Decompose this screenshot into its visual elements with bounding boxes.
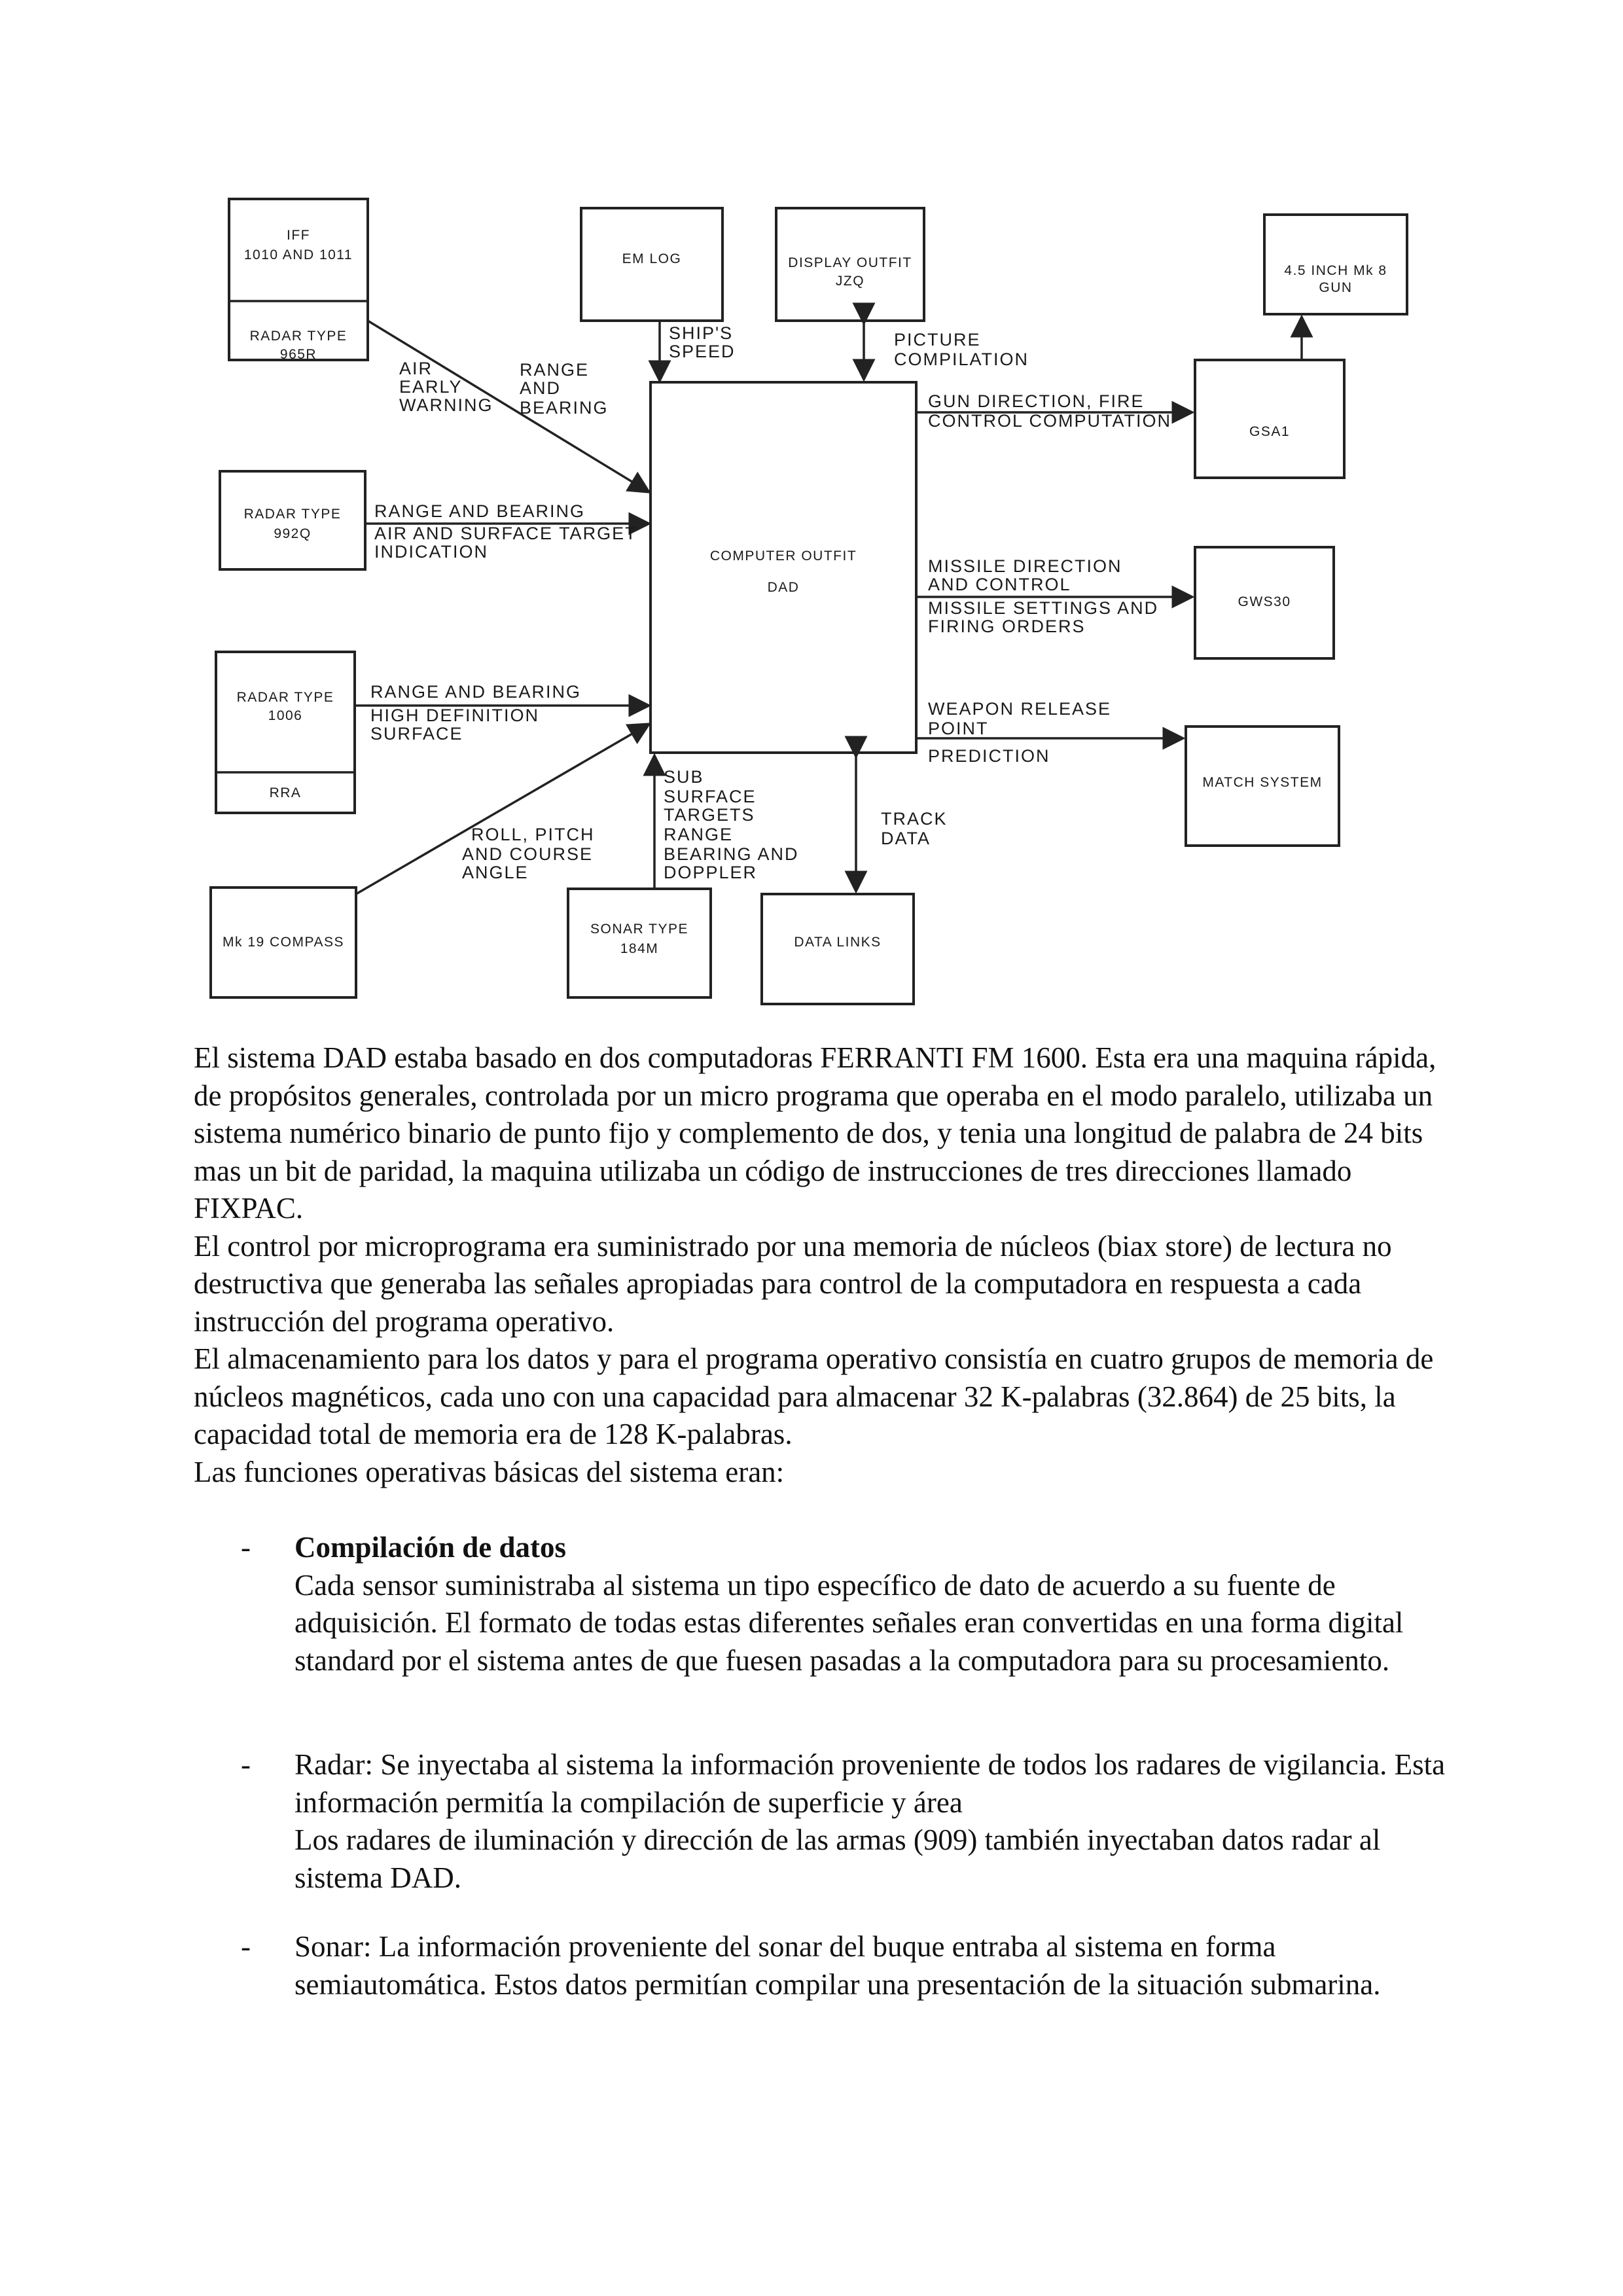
svg-text:WARNING: WARNING — [399, 395, 493, 415]
radar965-label-2: 965R — [279, 347, 317, 362]
paragraph-dad-system: El sistema DAD estaba basado en dos computadoras FERRANTI FM 1600. Esta era una maquina rápida, de propósitos generales, controlada por un micro programa que operaba en el modo paralelo, utilizaba un sistema numérico binario de punto fijo y complemento de dos, y tenia una longitud de palabra de 24 bits mas un bit de paridad, la maquina utilizaba un código de instrucciones de tres direcciones llamado FIXPAC. — [194, 1041, 1436, 1225]
radar992-label-2: 992Q — [274, 526, 312, 541]
svg-text:CONTROL COMPUTATION: CONTROL COMPUTATION — [928, 411, 1171, 431]
svg-text:SURFACE: SURFACE — [370, 724, 463, 744]
svg-text:RANGE AND BEARING: RANGE AND BEARING — [370, 682, 582, 702]
svg-text:POINT: POINT — [928, 719, 989, 738]
paragraph-storage: El almacenamiento para los datos y para el programa operativo consistía en cuatro grupos de memoria de núcleos magnéticos, cada uno con una capacidad para almacenar 32 K-palabras (32.864) de 25 bits, la capacidad total de memoria era de 128 K-palabras. — [194, 1342, 1434, 1450]
radar1006-label-1: RADAR TYPE — [236, 690, 334, 705]
gsa1-label: GSA1 — [1249, 424, 1291, 439]
label-gun-direction — [928, 391, 1171, 431]
computer-outfit-box — [651, 382, 916, 753]
svg-text:COMPILATION: COMPILATION — [894, 350, 1029, 369]
svg-text:RANGE: RANGE — [664, 825, 734, 844]
display-outfit-label-1: DISPLAY OUTFIT — [788, 255, 912, 270]
label-sub-surface — [664, 767, 799, 882]
sonar-label-1: SONAR TYPE — [590, 922, 688, 937]
gws30-label: GWS30 — [1238, 594, 1291, 609]
radar1006-rra-box — [216, 652, 355, 813]
radar992-label-1: RADAR TYPE — [243, 507, 342, 522]
list-dash: - — [241, 1930, 251, 1963]
svg-text:PREDICTION: PREDICTION — [928, 746, 1050, 766]
iff-radar965-box — [229, 199, 368, 362]
label-ships-speed — [669, 323, 736, 361]
list-item-text-2: Los radares de iluminación y dirección de las armas (909) también inyectaban datos radar al sistema DAD. — [294, 1823, 1381, 1894]
svg-text:RANGE: RANGE — [520, 360, 590, 380]
rra-label: RRA — [269, 785, 302, 800]
svg-text:BEARING AND: BEARING AND — [664, 844, 799, 864]
label-track-data — [881, 809, 948, 848]
list-item-title: Compilación de datos — [294, 1531, 567, 1564]
sonar-box — [568, 889, 711, 997]
em-log-label: EM LOG — [622, 251, 682, 266]
gsa1-box — [1195, 360, 1344, 478]
svg-text:RANGE AND BEARING: RANGE AND BEARING — [374, 501, 586, 521]
svg-text:ROLL, PITCH: ROLL, PITCH — [471, 825, 595, 844]
paragraph-functions-intro: Las funciones operativas básicas del sistema eran: — [194, 1455, 785, 1488]
iff-label-1: IFF — [287, 228, 310, 243]
list-dash: - — [241, 1748, 251, 1781]
list-dash: - — [241, 1531, 251, 1564]
label-picture-compilation — [894, 330, 1029, 369]
radar1006-label-2: 1006 — [268, 708, 303, 723]
svg-text:EARLY: EARLY — [399, 377, 463, 397]
iff-label-2: 1010 AND 1011 — [243, 247, 353, 262]
sonar-label-2: 184M — [620, 941, 659, 956]
system-block-diagram — [0, 0, 1623, 1021]
gun-box — [1264, 215, 1407, 314]
label-radar992-link — [374, 501, 637, 562]
list-item-text: Cada sensor suministraba al sistema un tipo específico de dato de acuerdo a su fuente de adquisición. El formato de todas estas diferentes señales eran convertidas en una forma digital standard por el sistema antes de que fuesen pasadas a la computadora para su procesamiento. — [294, 1568, 1404, 1677]
svg-text:PICTURE: PICTURE — [894, 330, 981, 350]
svg-text:TRACK: TRACK — [881, 809, 948, 829]
radar992-box — [220, 471, 365, 569]
data-links-label: DATA LINKS — [794, 935, 882, 950]
list-item-text: Radar: Se inyectaba al sistema la información proveniente de todos los radares de vigilancia. Esta información permitía la compilación de superficie y área — [294, 1748, 1446, 1819]
svg-text:SPEED: SPEED — [669, 342, 736, 361]
svg-text:FIRING ORDERS: FIRING ORDERS — [928, 617, 1086, 636]
display-outfit-label-2: JZQ — [835, 274, 865, 289]
svg-text:MISSILE DIRECTION: MISSILE DIRECTION — [928, 556, 1122, 576]
label-range-and-bearing-top — [520, 360, 609, 418]
svg-text:AND COURSE: AND COURSE — [462, 844, 594, 864]
svg-text:ANGLE: ANGLE — [462, 863, 529, 882]
computer-label-1: COMPUTER OUTFIT — [709, 548, 857, 564]
em-log-box — [581, 208, 722, 321]
display-outfit-box — [776, 208, 924, 321]
svg-text:INDICATION: INDICATION — [374, 542, 488, 562]
match-system-label: MATCH SYSTEM — [1202, 775, 1323, 790]
svg-text:HIGH DEFINITION: HIGH DEFINITION — [370, 706, 539, 725]
paragraph-microprogram-control: El control por microprograma era suministrado por una memoria de núcleos (biax store) de lectura no destructiva que generaba las señales apropiadas para control de la computadora en respuesta a cada instrucción del programa operativo. — [194, 1229, 1392, 1338]
svg-text:SURFACE: SURFACE — [664, 787, 757, 806]
svg-text:SUB: SUB — [664, 767, 704, 787]
svg-text:TARGETS: TARGETS — [664, 805, 755, 825]
svg-text:BEARING: BEARING — [520, 398, 609, 418]
gun-label-1: 4.5 INCH Mk 8 — [1284, 263, 1387, 278]
intro-text — [194, 1039, 1437, 1491]
label-weapon-release — [928, 699, 1111, 766]
svg-text:AND CONTROL: AND CONTROL — [928, 575, 1071, 594]
gun-label-2: GUN — [1319, 280, 1353, 295]
svg-text:GUN DIRECTION, FIRE: GUN DIRECTION, FIRE — [928, 391, 1145, 411]
data-links-box — [762, 894, 914, 1004]
match-system-box — [1186, 726, 1339, 846]
svg-text:AND: AND — [520, 378, 562, 398]
svg-text:DOPPLER: DOPPLER — [664, 863, 758, 882]
label-roll-pitch — [462, 825, 595, 882]
svg-text:MISSILE SETTINGS AND: MISSILE SETTINGS AND — [928, 598, 1159, 618]
svg-text:DATA: DATA — [881, 829, 931, 848]
compass-label: Mk 19 COMPASS — [223, 935, 344, 950]
radar965-label-1: RADAR TYPE — [249, 329, 348, 344]
svg-text:AIR: AIR — [399, 359, 433, 378]
svg-text:WEAPON RELEASE: WEAPON RELEASE — [928, 699, 1112, 719]
label-radar1006-link — [370, 682, 581, 744]
svg-text:SHIP'S: SHIP'S — [669, 323, 734, 343]
list-item-text: Sonar: La información proveniente del sonar del buque entraba al sistema en forma semiautomática. Estos datos permitían compilar una presentación de la situación submarina. — [294, 1930, 1381, 2001]
computer-label-2: DAD — [767, 580, 800, 595]
gws30-box — [1195, 547, 1334, 658]
compass-box — [211, 888, 356, 997]
label-air-early-warning — [399, 359, 493, 415]
svg-text:AIR AND SURFACE TARGET: AIR AND SURFACE TARGET — [374, 524, 637, 543]
